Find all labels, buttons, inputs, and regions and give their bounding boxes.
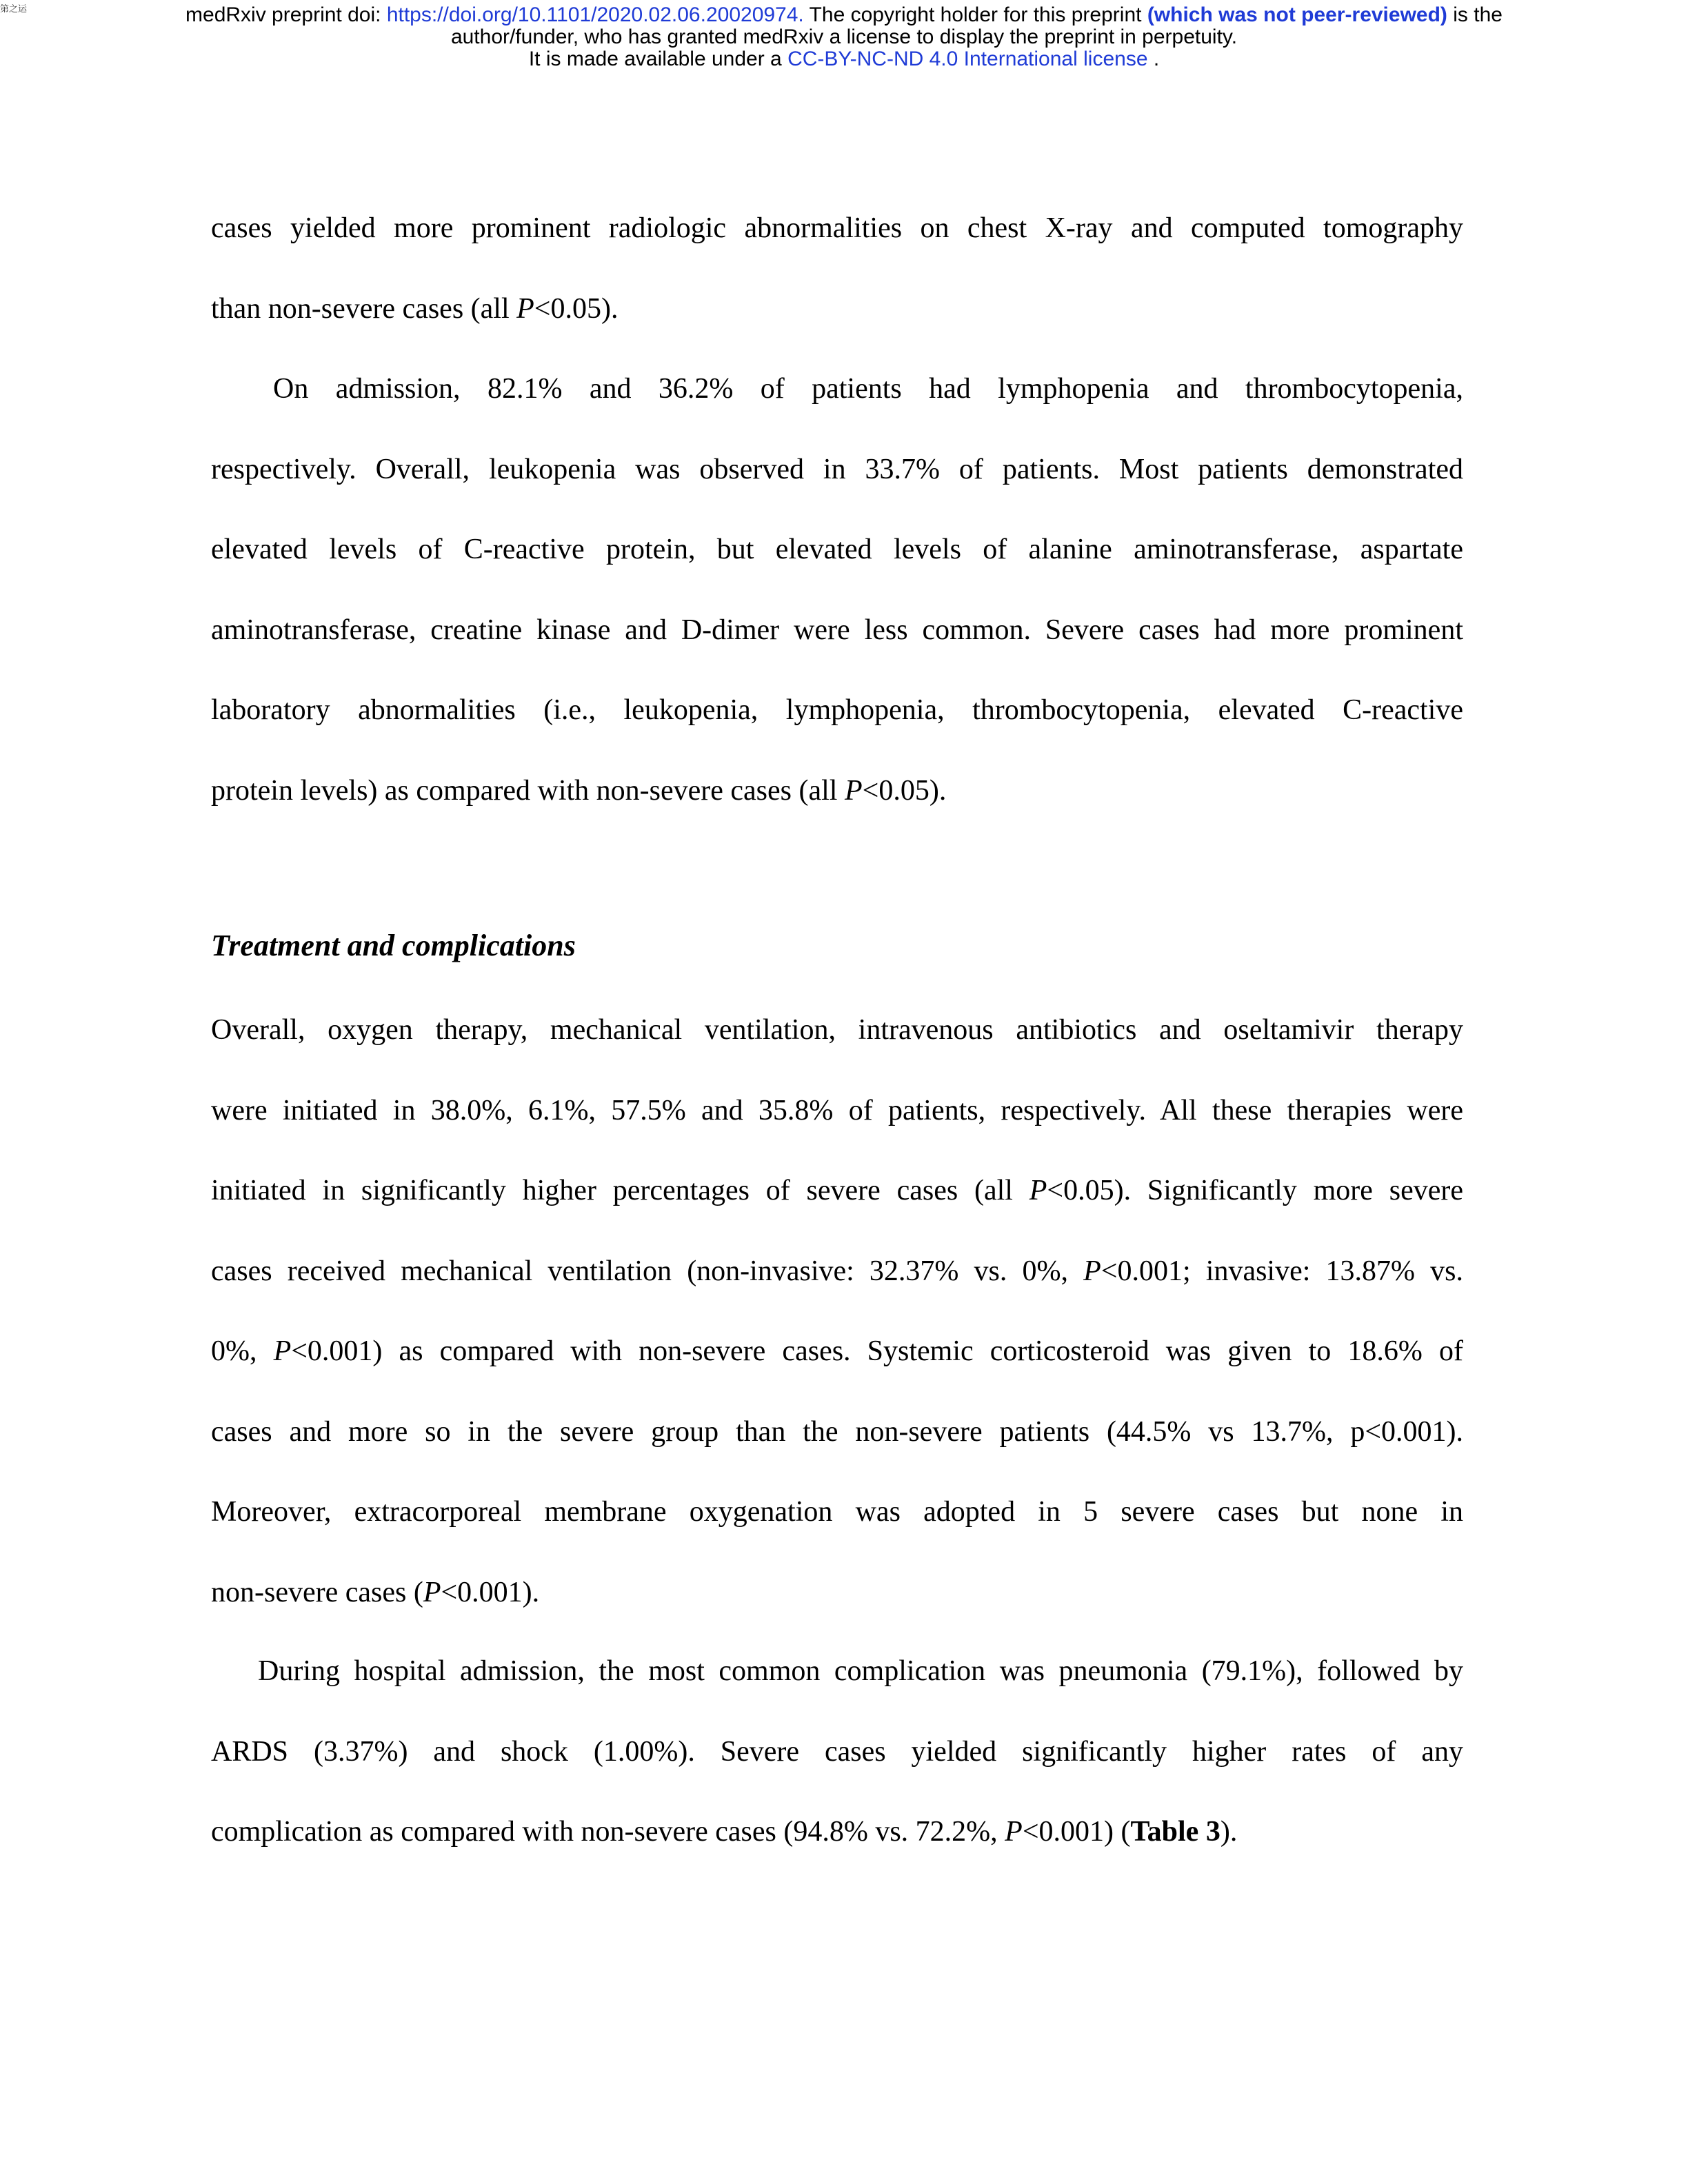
header-copyright-text: The copyright holder for this preprint — [803, 3, 1147, 26]
doi-link[interactable]: https://doi.org/10.1101/2020.02.06.20020974. — [386, 3, 804, 26]
text-line: ARDS (3.37%) and shock (1.00%). Severe cases yielded significantly higher rates of any — [211, 1735, 1463, 1768]
text-line: initiated in significantly higher percentages of severe cases (all P<0.05). Significantly more severe — [211, 1175, 1463, 1206]
text-line: laboratory abnormalities (i.e., leukopenia, lymphopenia, thrombocytopenia, elevated C-reactive — [211, 694, 1463, 726]
preprint-header — [0, 4, 1688, 70]
paragraph-laboratory — [211, 349, 1463, 831]
text-line: than non-severe cases (all P<0.05). — [211, 292, 619, 325]
text-line: protein levels) as compared with non-severe cases (all P<0.05). — [211, 774, 947, 807]
text-line: were initiated in 38.0%, 6.1%, 57.5% and 35.8% of patients, respectively. All these therapies were — [211, 1094, 1463, 1126]
paragraph-complications — [211, 1631, 1463, 1872]
text-line: elevated levels of C-reactive protein, but elevated levels of alanine aminotransferase, aspartate — [211, 534, 1463, 565]
header-line-3 — [0, 48, 1688, 70]
text-line: 0%, P<0.001) as compared with non-severe cases. Systemic corticosteroid was given to 18.6% of — [211, 1335, 1463, 1367]
text-line: respectively. Overall, leukopenia was observed in 33.7% of patients. Most patients demonstrated — [211, 453, 1463, 485]
peer-review-note: (which was not peer-reviewed) — [1147, 3, 1447, 26]
text-line: aminotransferase, creatine kinase and D-dimer were less common. Severe cases had more prominent — [211, 614, 1463, 646]
text-line: cases yielded more prominent radiologic abnormalities on chest X-ray and computed tomography — [211, 212, 1463, 244]
header-suffix: is the — [1447, 3, 1503, 26]
section-heading: Treatment and complications — [211, 929, 576, 962]
text-line: complication as compared with non-severe cases (94.8% vs. 72.2%, P<0.001) (Table 3). — [211, 1816, 1238, 1848]
license-link[interactable]: CC-BY-NC-ND 4.0 International license — [787, 48, 1148, 70]
text-line: Moreover, extracorporeal membrane oxygenation was adopted in 5 severe cases but none in — [211, 1496, 1463, 1528]
header-line-1 — [0, 4, 1688, 26]
paragraph-treatment — [211, 990, 1463, 1632]
header-prefix: medRxiv preprint doi: — [185, 3, 387, 26]
corner-mark: 第之运 — [0, 4, 28, 14]
license-suffix: . — [1147, 48, 1160, 70]
table-reference: Table 3 — [1130, 1816, 1220, 1848]
text-line: During hospital admission, the most common complication was pneumonia (79.1%), followed by — [258, 1655, 1463, 1687]
license-prefix: It is made available under a — [528, 48, 788, 70]
text-line: Overall, oxygen therapy, mechanical ventilation, intravenous antibiotics and oseltamivir therapy — [211, 1014, 1463, 1046]
header-line-2: author/funder, who has granted medRxiv a license to display the preprint in perpetuity. — [450, 26, 1238, 48]
text-line: non-severe cases (P<0.001). — [211, 1576, 540, 1608]
text-line: cases and more so in the severe group than the non-severe patients (44.5% vs 13.7%, p<0.001). — [211, 1415, 1463, 1448]
text-line: On admission, 82.1% and 36.2% of patients had lymphopenia and thrombocytopenia, — [273, 373, 1463, 405]
paragraph-radiology — [211, 188, 1463, 349]
text-line: cases received mechanical ventilation (non-invasive: 32.37% vs. 0%, P<0.001; invasive: 13.87% vs. — [211, 1255, 1464, 1287]
